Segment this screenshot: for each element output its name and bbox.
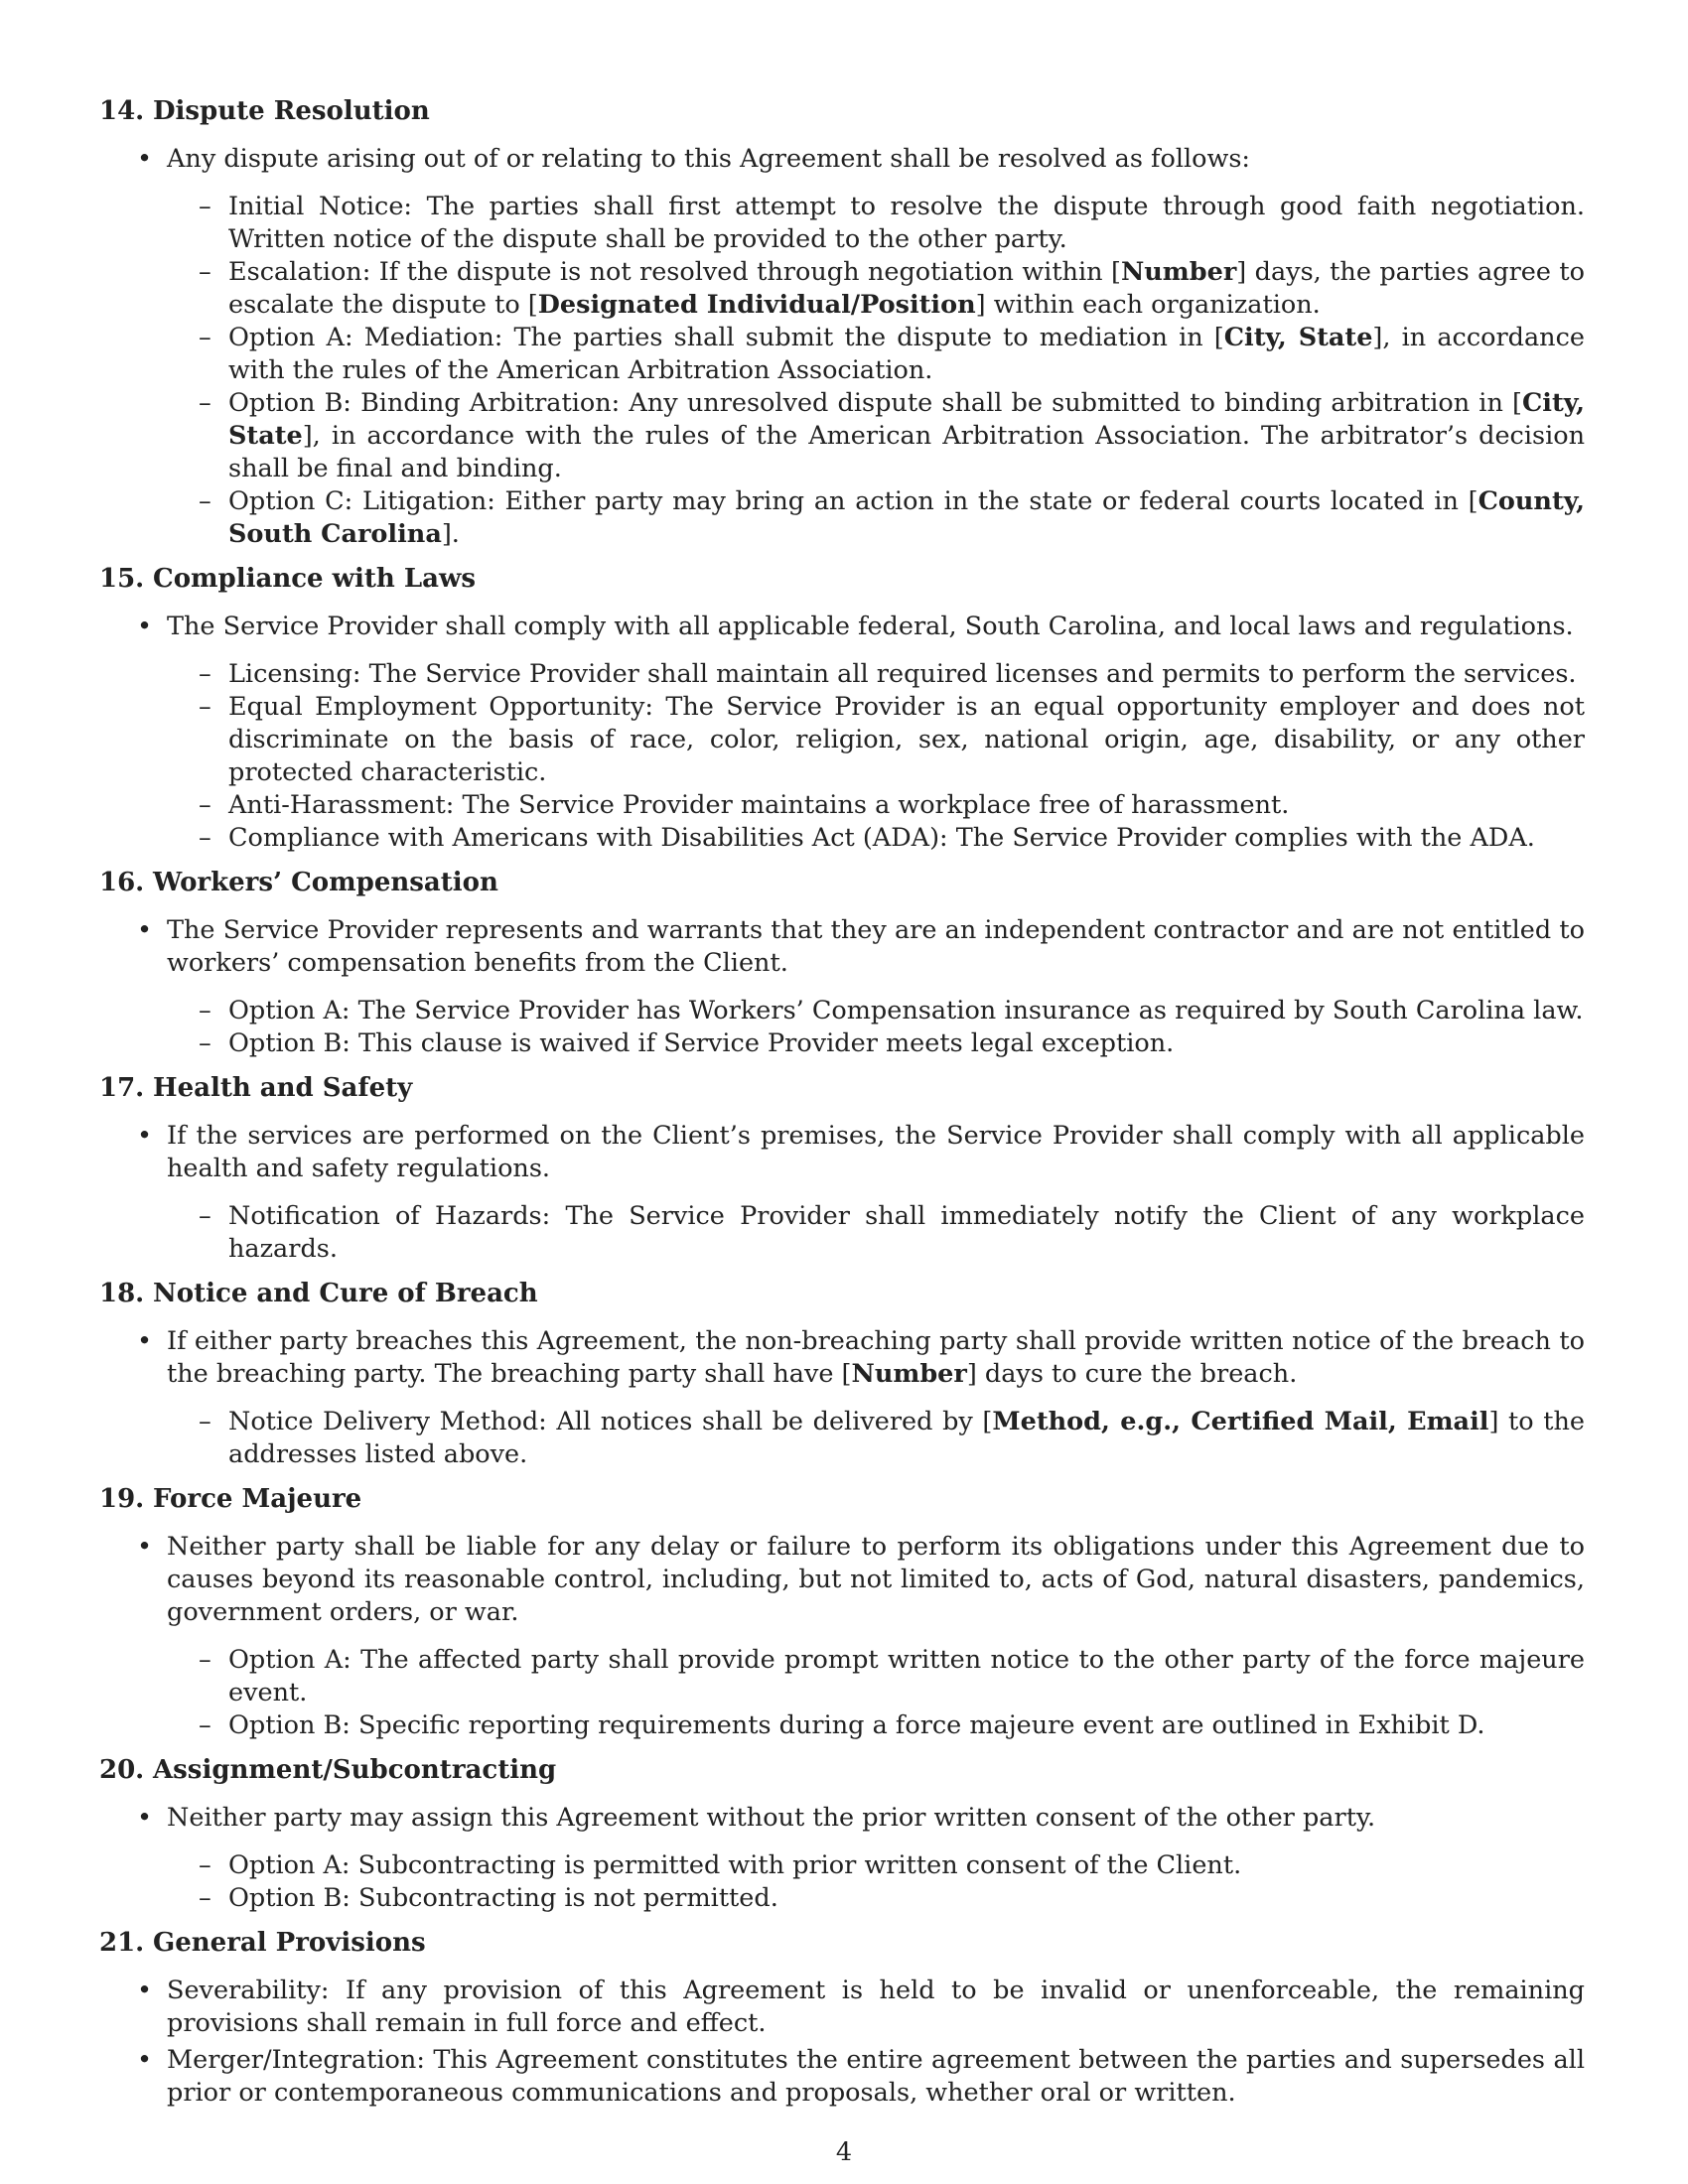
section-title: Dispute Resolution (153, 96, 430, 126)
text-run: If the services are performed on the Client’s premises, the Service Provider shall comply with all applicable health and safety regulations. (167, 1121, 1585, 1183)
bullet-text (167, 914, 1585, 980)
section-heading (99, 1483, 1585, 1516)
text-run: The Service Provider represents and warrants that they are an independent contractor and are not entitled to workers’ compensation benefits from the Client. (167, 915, 1585, 978)
text-run: Option B: Binding Arbitration: Any unresolved dispute shall be submitted to binding arbitration in [ (228, 388, 1522, 418)
text-run: ] days, the parties agree to escalate the dispute to [ (228, 257, 1585, 320)
section-number: 19. (99, 1484, 145, 1514)
section-number: 20. (99, 1755, 145, 1785)
bullet-item (167, 143, 1585, 551)
text-run: Notice Delivery Method: All notices shall be delivered by [ (228, 1407, 993, 1436)
section (99, 1072, 1585, 1266)
sub-item (228, 1406, 1585, 1471)
text-run: Compliance with Americans with Disabilities Act (ADA): The Service Provider complies with the ADA. (228, 823, 1535, 853)
section-number: 21. (99, 1928, 145, 1958)
sub-item (228, 191, 1585, 256)
sub-item (228, 322, 1585, 387)
section (99, 1927, 1585, 2110)
bullet-item (167, 1802, 1585, 1915)
text-run: The Service Provider shall comply with all applicable federal, South Carolina, and local laws and regulations. (167, 612, 1574, 641)
sub-item (228, 485, 1585, 551)
placeholder-field: Designated Individual/Position (537, 290, 976, 320)
section (99, 1278, 1585, 1471)
section-title: General Provisions (153, 1928, 426, 1958)
placeholder-field: County, South Carolina (228, 486, 1585, 549)
bullet-list (99, 611, 1585, 855)
sub-list (167, 995, 1585, 1060)
section-heading (99, 867, 1585, 899)
sub-item (228, 789, 1585, 822)
text-run: Merger/Integration: This Agreement constitutes the entire agreement between the parties and supersedes all prior or contemporaneous communications and proposals, whether oral or written. (167, 2045, 1585, 2108)
sub-list (167, 1644, 1585, 1742)
sub-list (167, 191, 1585, 551)
text-run: Any dispute arising out of or relating to this Agreement shall be resolved as follows: (167, 144, 1250, 174)
sub-list (167, 1849, 1585, 1915)
bullet-item (167, 1975, 1585, 2040)
section-heading (99, 563, 1585, 596)
section-title: Compliance with Laws (153, 564, 477, 594)
section-number: 15. (99, 564, 145, 594)
section-number: 18. (99, 1279, 145, 1308)
sub-item (228, 1849, 1585, 1882)
bullet-text (167, 1975, 1585, 2040)
sub-item (228, 995, 1585, 1027)
bullet-item (167, 1120, 1585, 1266)
section-title: Assignment/Subcontracting (153, 1755, 557, 1785)
text-run: Option C: Litigation: Either party may bring an action in the state or federal courts located in [ (228, 486, 1478, 516)
section-title: Notice and Cure of Breach (153, 1279, 538, 1308)
page-number: 4 (835, 2137, 853, 2167)
text-run: Equal Employment Opportunity: The Service Provider is an equal opportunity employer and does not discriminate on the basis of race, color, religion, sex, national origin, age, disability, or any other protected characteristic. (228, 692, 1585, 787)
bullet-text (167, 611, 1585, 643)
bullet-text (167, 1531, 1585, 1629)
text-run: Neither party shall be liable for any delay or failure to perform its obligations under this Agreement due to causes beyond its reasonable control, including, but not limited to, acts of God, natural disasters, pandemics, government orders, or war. (167, 1532, 1585, 1627)
section-number: 16. (99, 868, 145, 897)
section-number: 17. (99, 1073, 145, 1103)
sub-item (228, 1709, 1585, 1742)
text-run: ] days to cure the breach. (966, 1359, 1298, 1389)
text-run: Option B: This clause is waived if Service Provider meets legal exception. (228, 1028, 1175, 1058)
sub-item (228, 691, 1585, 789)
text-run: Option A: The Service Provider has Workers’ Compensation insurance as required by South Carolina law. (228, 996, 1584, 1025)
bullet-item (167, 611, 1585, 855)
bullet-text (167, 1802, 1585, 1835)
bullet-text (167, 2044, 1585, 2110)
text-run: ] within each organization. (975, 290, 1321, 320)
section-heading (99, 1927, 1585, 1960)
bullet-text (167, 1120, 1585, 1185)
sub-item (228, 1027, 1585, 1060)
bullet-list (99, 1531, 1585, 1742)
section (99, 1483, 1585, 1742)
placeholder-field: Number (1120, 257, 1237, 287)
bullet-text (167, 143, 1585, 176)
placeholder-field: City, State (228, 388, 1585, 451)
placeholder-field: Number (851, 1359, 967, 1389)
text-run: ] to the addresses listed above. (228, 1407, 1585, 1469)
section (99, 563, 1585, 855)
sub-list (167, 1200, 1585, 1266)
bullet-list (99, 914, 1585, 1060)
text-run: Severability: If any provision of this Agreement is held to be invalid or unenforceable, the remaining provisions shall remain in full force and effect. (167, 1976, 1585, 2038)
text-run: Anti-Harassment: The Service Provider maintains a workplace free of harassment. (228, 790, 1290, 820)
bullet-list (99, 1975, 1585, 2110)
bullet-list (99, 143, 1585, 551)
bullet-item (167, 2044, 1585, 2110)
section-heading (99, 1278, 1585, 1310)
section-heading (99, 95, 1585, 128)
section (99, 95, 1585, 551)
sub-item (228, 658, 1585, 691)
bullet-item (167, 1325, 1585, 1471)
placeholder-field: Method, e.g., Certified Mail, Email (992, 1407, 1489, 1436)
bullet-list (99, 1120, 1585, 1266)
sub-item (228, 1644, 1585, 1709)
sub-list (167, 658, 1585, 855)
placeholder-field: City, State (1223, 323, 1373, 352)
section-title: Workers’ Compensation (153, 868, 498, 897)
text-run: Option B: Subcontracting is not permitted. (228, 1883, 778, 1913)
text-run: If either party breaches this Agreement, the non-breaching party shall provide written notice of the breach to the breaching party. The breaching party shall have [ (167, 1326, 1585, 1389)
sub-item (228, 822, 1585, 855)
text-run: Neither party may assign this Agreement without the prior written consent of the other party. (167, 1803, 1376, 1833)
sub-item (228, 387, 1585, 485)
text-run: Option A: Mediation: The parties shall submit the dispute to mediation in [ (228, 323, 1224, 352)
sub-item (228, 1200, 1585, 1266)
bullet-list (99, 1325, 1585, 1471)
bullet-text (167, 1325, 1585, 1391)
bullet-item (167, 1531, 1585, 1742)
section (99, 867, 1585, 1060)
section-title: Health and Safety (153, 1073, 413, 1103)
text-run: Escalation: If the dispute is not resolved through negotiation within [ (228, 257, 1121, 287)
section (99, 1754, 1585, 1915)
bullet-list (99, 1802, 1585, 1915)
section-number: 14. (99, 96, 145, 126)
text-run: Notification of Hazards: The Service Provider shall immediately notify the Client of any workplace hazards. (228, 1201, 1585, 1264)
text-run: ], in accordance with the rules of the American Arbitration Association. The arbitrator’s decision shall be final and binding. (228, 421, 1585, 483)
text-run: ]. (441, 519, 460, 549)
section-heading (99, 1072, 1585, 1105)
section-heading (99, 1754, 1585, 1787)
text-run: ], in accordance with the rules of the American Arbitration Association. (228, 323, 1585, 385)
sub-item (228, 1882, 1585, 1915)
text-run: Option A: Subcontracting is permitted with prior written consent of the Client. (228, 1850, 1242, 1880)
text-run: Option A: The affected party shall provide prompt written notice to the other party of the force majeure event. (228, 1645, 1585, 1707)
document-page (99, 95, 1585, 2121)
text-run: Option B: Specific reporting requirements during a force majeure event are outlined in Exhibit D. (228, 1710, 1485, 1740)
sub-item (228, 256, 1585, 322)
sub-list (167, 1406, 1585, 1471)
text-run: Licensing: The Service Provider shall maintain all required licenses and permits to perform the services. (228, 659, 1577, 689)
bullet-item (167, 914, 1585, 1060)
section-title: Force Majeure (153, 1484, 362, 1514)
text-run: Initial Notice: The parties shall first attempt to resolve the dispute through good faith negotiation. Written notice of the dispute shall be provided to the other party. (228, 192, 1585, 254)
